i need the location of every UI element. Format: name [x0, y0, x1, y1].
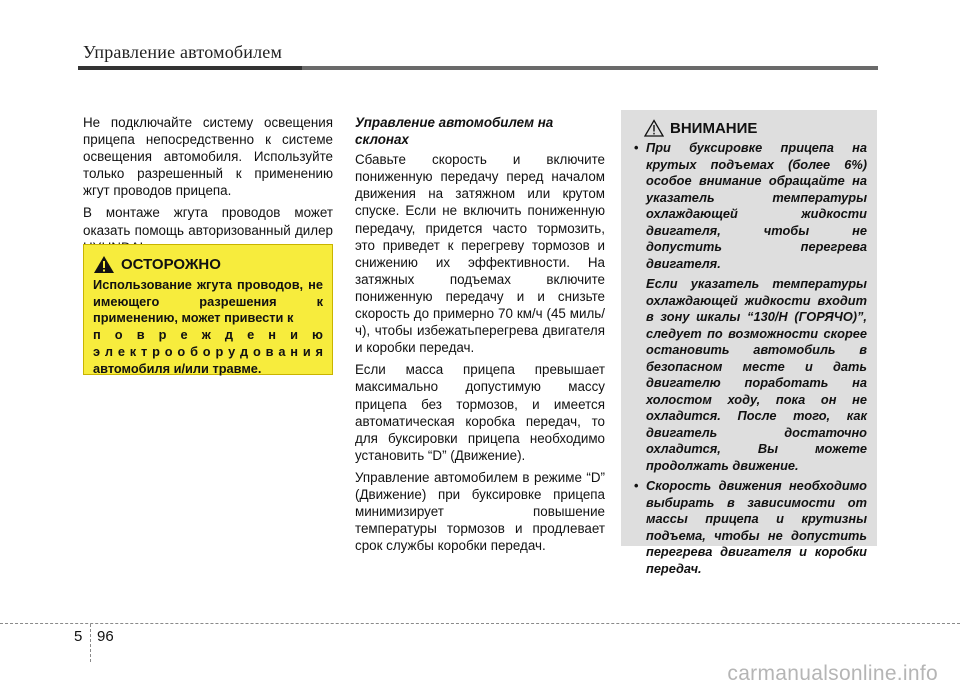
warning-text: • При буксировке прицепа на крутых подъемах (более 6%) особое внимание обращайте на указатель температуры охлаждающей жидкости двигателя, чтобы не допустить перегрева двигателя.	[646, 140, 867, 271]
warning-title	[644, 119, 867, 137]
header-rule	[78, 66, 878, 70]
warning-triangle-icon	[93, 255, 115, 274]
watermark: carmanualsonline.info	[727, 662, 938, 685]
middle-column	[355, 114, 605, 559]
page-number: 96	[97, 628, 114, 645]
warning-triangle-outline-icon	[644, 119, 664, 137]
page-divider	[90, 624, 91, 662]
warning-text: • Скорость движения необходимо выбирать в зависимости от массы прицепа и крутизны подъема, чтобы не допустить перегрева двигателя и коробки передач.	[646, 478, 867, 576]
caution-line: э л е к т р о о б о р у д о в а н и я	[93, 343, 323, 359]
caution-title	[93, 255, 323, 274]
paragraph: Не подключайте систему освещения прицепа непосредственно к системе освещения автомобиля. Используйте только разрешенный к применению жгут проводов прицепа.	[83, 115, 333, 199]
paragraph: Сбавьте скорость и включите пониженную передачу перед началом движения на затяжном или крутом спуске. Если не включить пониженную передачу, придется часто тормозить, это приведет к перегреву тормозов и снижению их эффективности. На затяжных подъемах включите пониженную передачу и и снизьте скорость до примерно 70 км/ч (45 миль/ч), чтобы избежатьперегрева двигателя и коробки передач.	[355, 152, 605, 356]
caution-title-text: ОСТОРОЖНО	[121, 256, 221, 273]
section-subtitle: Управление автомобилем на склонах	[355, 115, 554, 148]
left-column	[83, 114, 333, 261]
caution-line: Использование жгута проводов, не имеющего разрешения к применению, может привести к	[93, 277, 323, 326]
list-item	[632, 478, 867, 577]
caution-text	[93, 277, 323, 377]
warning-title-text: ВНИМАНИЕ	[670, 119, 758, 137]
list-item	[632, 140, 867, 474]
caution-line: п о в р е ж д е н и ю	[93, 327, 323, 343]
header-title: Управление автомобилем	[83, 42, 283, 62]
paragraph: Управление автомобилем в режиме “D” (Движение) при буксировке прицепа минимизирует повышение температуры тормозов и продлевает срок службы коробки передач.	[355, 469, 605, 554]
warning-list	[632, 140, 867, 577]
caution-line: автомобиля и/или травме.	[93, 360, 262, 376]
footer-rule	[0, 623, 960, 624]
chapter-number: 5	[74, 628, 83, 645]
warning-box	[621, 110, 877, 576]
caution-box	[83, 244, 333, 375]
paragraph: В монтаже жгута проводов может оказать помощь авторизованный дилер	[83, 205, 333, 238]
paragraph: Если масса прицепа превышает максимально допустимую массу прицепа без тормозов, и имеется автоматическая коробка передач, то для буксировки прицепа необходимо установить “D” (Движение).	[355, 362, 605, 463]
warning-text: Если указатель температуры охлаждающей жидкости входит в зону шкалы “130/H (ГОРЯЧО)”, следует по возможности скорее остановить автомобиль в безопасном месте и дать двигателю поработать на холостом ходу, пока он не охладится. После того, как двигатель достаточно охладится, Вы можете продолжать движение.	[646, 276, 867, 473]
